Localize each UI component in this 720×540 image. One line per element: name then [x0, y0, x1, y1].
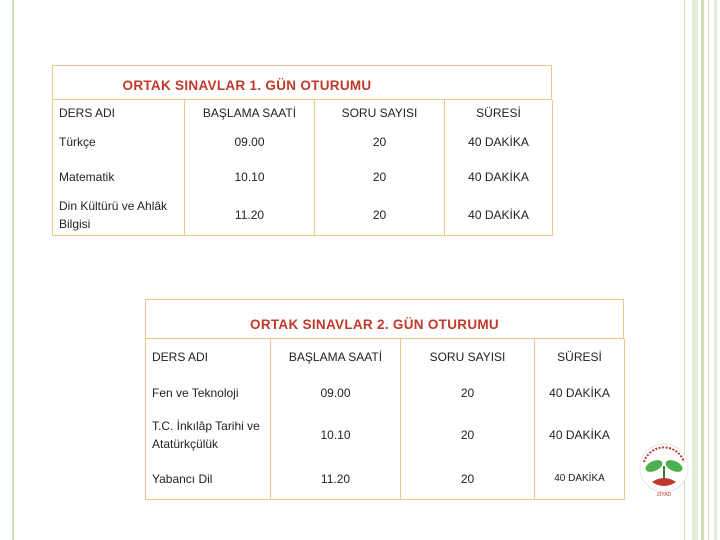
- session2-title: ORTAK SINAVLAR 2. GÜN OTURUMU: [145, 299, 624, 339]
- cell-sure: 40 DAKİKA: [445, 125, 553, 159]
- cell-soru: 20: [315, 195, 445, 235]
- header-ders: DERS ADI: [146, 339, 271, 375]
- cell-saat: 10.10: [185, 159, 315, 195]
- session2-table-block: [145, 299, 624, 500]
- school-logo-icon: [636, 440, 692, 500]
- frame-line-right: [708, 0, 709, 540]
- cell-ders: Yabancı Dil: [146, 459, 271, 499]
- table-row: [146, 459, 625, 499]
- header-saat: BAŞLAMA SAATİ: [271, 339, 401, 375]
- cell-saat: 11.20: [271, 459, 401, 499]
- cell-sure: 40 DAKİKA: [445, 159, 553, 195]
- cell-soru: 20: [315, 125, 445, 159]
- session2-table: [145, 339, 625, 500]
- cell-soru: 20: [401, 459, 535, 499]
- header-ders: DERS ADI: [53, 100, 185, 125]
- cell-sure: 40 DAKİKA: [535, 459, 625, 499]
- cell-soru: 20: [401, 375, 535, 411]
- header-sure: SÜRESİ: [535, 339, 625, 375]
- cell-soru: 20: [401, 411, 535, 459]
- frame-line-right: [714, 0, 717, 540]
- cell-saat: 09.00: [271, 375, 401, 411]
- frame-line-right: [701, 0, 704, 540]
- cell-ders: Türkçe: [53, 125, 185, 159]
- cell-saat: 10.10: [271, 411, 401, 459]
- session1-title: ORTAK SINAVLAR 1. GÜN OTURUMU: [52, 65, 552, 100]
- table-row: [146, 375, 625, 411]
- cell-sure: 40 DAKİKA: [445, 195, 553, 235]
- cell-soru: 20: [315, 159, 445, 195]
- cell-sure: 40 DAKİKA: [535, 411, 625, 459]
- cell-ders: Matematik: [53, 159, 185, 195]
- frame-line-left: [12, 0, 14, 540]
- table-header-row: [146, 339, 625, 375]
- svg-text:ZİYAD: ZİYAD: [656, 492, 672, 498]
- session1-table: [52, 100, 553, 236]
- table-header-row: [53, 100, 553, 125]
- header-soru: SORU SAYISI: [401, 339, 535, 375]
- cell-ders: Fen ve Teknoloji: [146, 375, 271, 411]
- table-row: [146, 411, 625, 459]
- session1-table-block: [52, 65, 552, 236]
- header-saat: BAŞLAMA SAATİ: [185, 100, 315, 125]
- header-sure: SÜRESİ: [445, 100, 553, 125]
- table-row: [53, 159, 553, 195]
- table-row: [53, 195, 553, 235]
- cell-saat: 09.00: [185, 125, 315, 159]
- cell-sure: 40 DAKİKA: [535, 375, 625, 411]
- cell-ders: Din Kültürü ve Ahlâk Bilgisi: [53, 195, 185, 235]
- header-soru: SORU SAYISI: [315, 100, 445, 125]
- cell-saat: 11.20: [185, 195, 315, 235]
- table-row: [53, 125, 553, 159]
- cell-ders: T.C. İnkılâp Tarihi ve Atatürkçülük: [146, 411, 271, 459]
- frame-line-right: [692, 0, 698, 540]
